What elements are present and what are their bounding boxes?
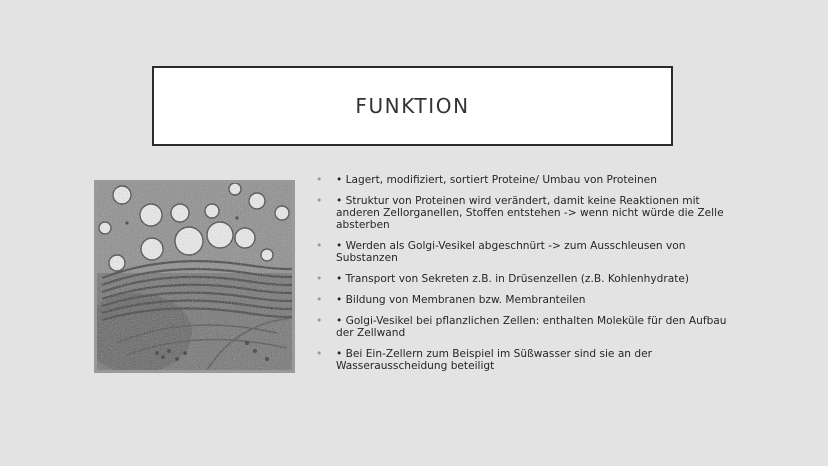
bullet-marker: • [316, 195, 323, 207]
bullet-text: • Bei Ein-Zellern zum Beispiel im Süßwasser sind sie an der Wasserausscheidung beteiligt [336, 348, 652, 372]
bullet-list [316, 174, 730, 381]
bullet-marker: • [316, 348, 323, 360]
bullet-text: • Golgi-Vesikel bei pflanzlichen Zellen: enthalten Moleküle für den Aufbau der Zellwand [336, 315, 727, 339]
bullet-marker: • [316, 315, 323, 327]
list-item [316, 273, 730, 285]
bullet-marker: • [316, 294, 323, 306]
slide-title: FUNKTION [355, 94, 470, 118]
bullet-text: • Transport von Sekreten z.B. in Drüsenzellen (z.B. Kohlenhydrate) [336, 273, 690, 285]
bullet-text: • Lagert, modifiziert, sortiert Proteine/ Umbau von Proteinen [336, 174, 657, 186]
list-item [316, 348, 730, 372]
list-item [316, 195, 730, 231]
bullet-text: • Werden als Golgi-Vesikel abgeschnürt -> zum Ausschleusen von Substanzen [336, 240, 686, 264]
bullet-text: • Bildung von Membranen bzw. Membranteilen [336, 294, 586, 306]
list-item [316, 294, 730, 306]
list-item [316, 240, 730, 264]
bullet-text: • Struktur von Proteinen wird verändert, damit keine Reaktionen mit anderen Zellorganellen, Stoffen entstehen -> wenn nicht würde die Zelle absterben [336, 195, 724, 231]
bullet-marker: • [316, 273, 323, 285]
bullet-marker: • [316, 240, 323, 252]
bullet-marker: • [316, 174, 323, 186]
list-item [316, 315, 730, 339]
title-box [152, 66, 673, 146]
micrograph-graphic [97, 183, 292, 370]
golgi-micrograph-image [94, 180, 295, 373]
list-item [316, 174, 730, 186]
